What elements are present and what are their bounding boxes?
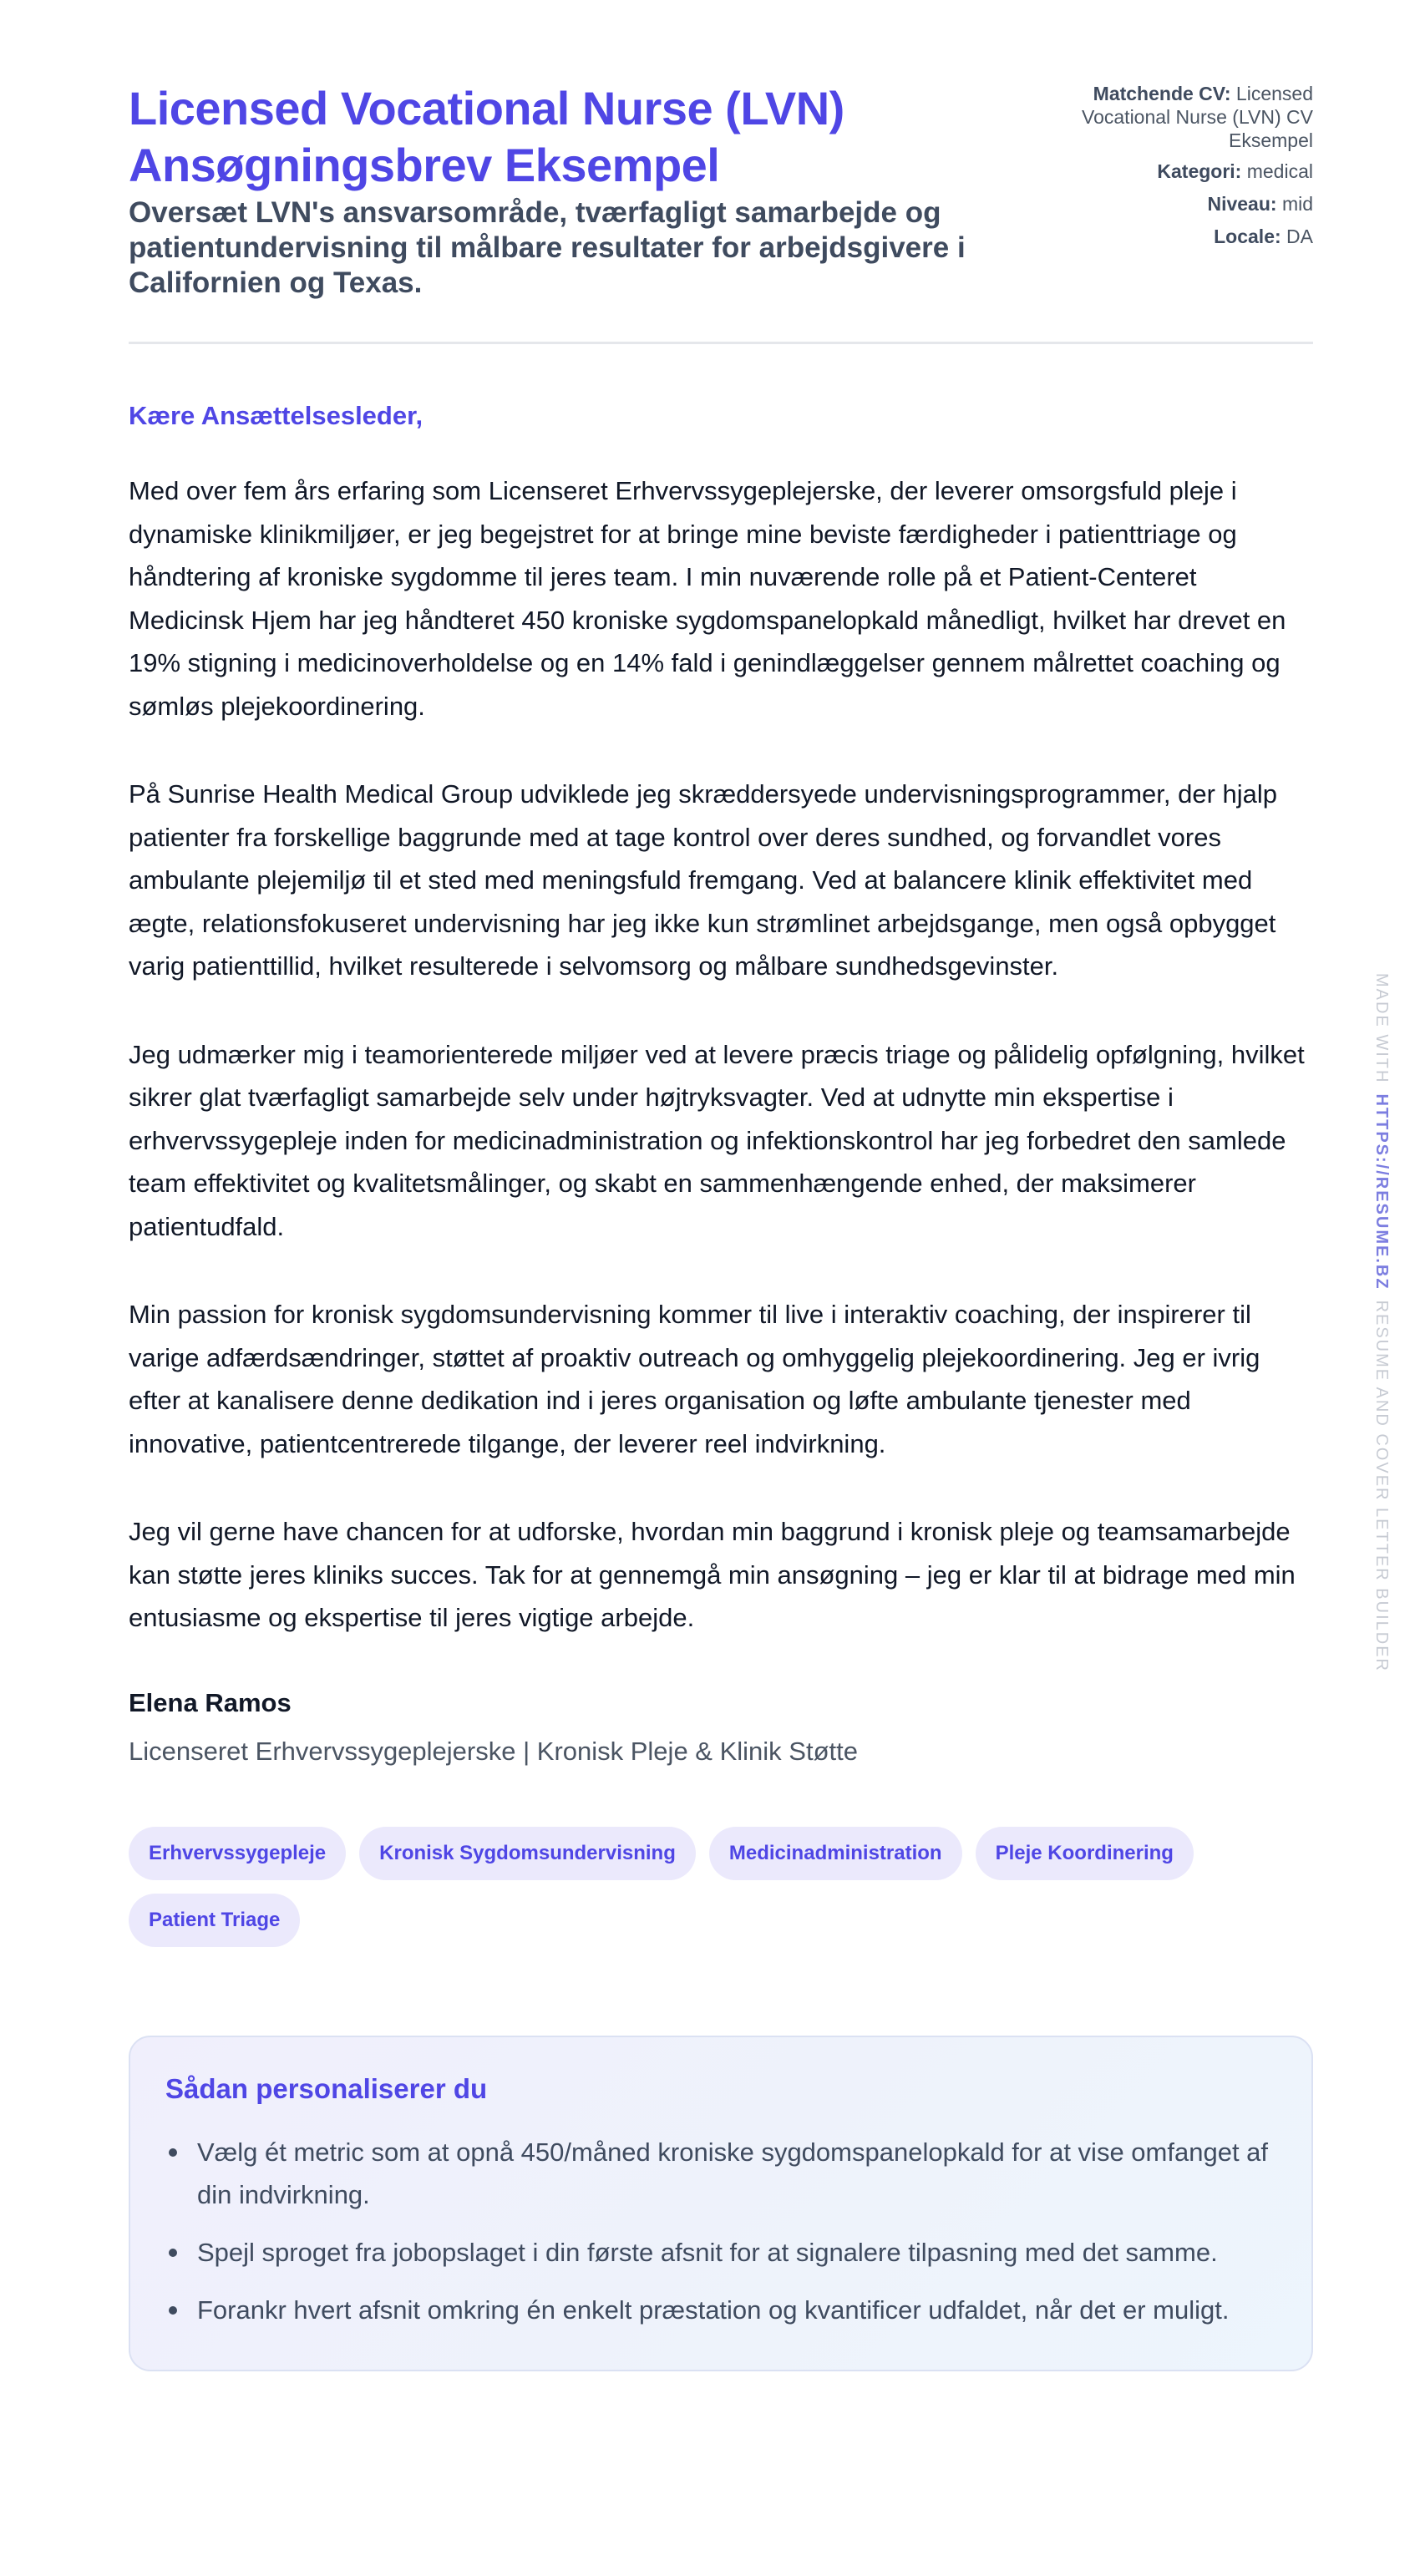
skill-tag[interactable]: Erhvervssygepleje	[129, 1827, 346, 1880]
meta-category-label: Kategori:	[1157, 160, 1242, 182]
page-title: Licensed Vocational Nurse (LVN) Ansøgningsbrev Eksempel	[129, 82, 844, 191]
meta-level-value: mid	[1281, 193, 1313, 215]
letter-paragraph: Jeg vil gerne have chancen for at udforske, hvordan min baggrund i kronisk pleje og teamsamarbejde kan støtte jeres kliniks succes. Tak for at gennemgå min ansøgning – jeg er klar til at bidrage med min entusiasme og ekspertise til jeres vigtige arbejde.	[129, 1517, 1296, 1632]
skill-tag[interactable]: Medicinadministration	[709, 1827, 962, 1880]
tip-text: Spejl sproget fra jobopslaget i din første afsnit for at signalere tilpasning med det samme.	[197, 2237, 1218, 2267]
bullet-icon	[169, 2148, 177, 2157]
bullet-icon	[169, 2249, 177, 2257]
tip-text: Vælg ét metric som at opnå 450/måned kroniske sygdomspanelopkald for at vise omfanget af din indvirkning.	[197, 2137, 1269, 2209]
meta-category	[1012, 160, 1313, 183]
tips-list	[165, 2131, 1276, 2331]
tip-item	[165, 2131, 1276, 2216]
skill-tag[interactable]: Patient Triage	[129, 1894, 300, 1947]
tip-text: Forankr hvert afsnit omkring én enkelt præstation og kvantificer udfaldet, når det er muligt.	[197, 2295, 1230, 2325]
watermark-brand-link[interactable]: HTTPS://RESUME.BZ	[1372, 1093, 1391, 1291]
watermark-suffix: RESUME AND COVER LETTER BUILDER	[1372, 1300, 1391, 1672]
letter-paragraph: På Sunrise Health Medical Group udviklede jeg skræddersyede undervisningsprogrammer, der hjalp patienter fra forskellige baggrunde med at tage kontrol over deres sundhed, og forvandlet vores ambulante plejemiljø til et sted med meningsfuld fremgang. Ved at balancere klinik effektivitet med ægte, relationsfokuseret undervisning har jeg ikke kun strømlinet arbejdsgange, men også opbygget varig patienttillid, hvilket resulterede i selvomsorg og målbare sundhedsgevinster.	[129, 779, 1278, 981]
meta-matching-cv	[1012, 82, 1313, 152]
meta-locale-label: Locale:	[1214, 226, 1281, 247]
tip-item	[165, 2289, 1276, 2331]
signature-name: Elena Ramos	[129, 1687, 292, 1717]
cover-letter-page	[129, 0, 1313, 2371]
watermark-text	[1370, 973, 1393, 1672]
bullet-icon	[169, 2306, 177, 2315]
page-header	[129, 0, 1313, 344]
watermark-prefix: MADE WITH	[1372, 973, 1391, 1084]
meta-category-value: medical	[1246, 160, 1313, 182]
letter-salutation: Kære Ansættelsesleder,	[129, 401, 423, 430]
meta-locale	[1012, 225, 1313, 248]
letter-paragraph: Med over fem års erfaring som Licenseret Erhvervssygeplejerske, der leverer omsorgsfuld pleje i dynamiske klinikmiljøer, er jeg begejstret for at bringe mine beviste færdigheder i patienttriage og håndtering af kroniske sygdomme til jeres team. I min nuværende rolle på et Patient-Centeret Medicinsk Hjem har jeg håndteret 450 kroniske sygdomspanelopkald månedligt, hvilket har drevet en 19% stigning i medicinoverholdelse og en 14% fald i genindlæggelser gennem målrettet coaching og sømløs plejekoordinering.	[129, 476, 1286, 721]
letter-paragraph: Min passion for kronisk sygdomsundervisning kommer til live i interaktiv coaching, der inspirerer til varige adfærdsændringer, støttet af proaktiv outreach og omhyggelig plejekoordinering. Jeg er ivrig efter at kanalisere denne dedikation ind i jeres organisation og løfte ambulante tjenester med innovative, patientcentrerede tilgange, der leverer reel indvirkning.	[129, 1300, 1260, 1458]
meta-locale-value: DA	[1286, 226, 1313, 247]
meta-panel	[1012, 82, 1313, 257]
tip-item	[165, 2231, 1276, 2274]
signature-title: Licenseret Erhvervssygeplejerske | Kronisk Pleje & Klinik Støtte	[129, 1736, 858, 1766]
meta-level-label: Niveau:	[1207, 193, 1277, 215]
skill-tag[interactable]: Kronisk Sygdomsundervisning	[359, 1827, 696, 1880]
letter-paragraph: Jeg udmærker mig i teamorienterede miljøer ved at levere præcis triage og pålidelig opfølgning, hvilket sikrer glat tværfagligt samarbejde selv under højtryksvagter. Ved at udnytte min ekspertise i erhvervssygepleje inden for medicinadministration og infektionskontrol har jeg forbedret den samlede team effektivitet og kvalitetsmålinger, og skabt en sammenhængende enhed, der maksimerer patientudfald.	[129, 1039, 1305, 1241]
skill-tags	[129, 1827, 1313, 1947]
letter-body	[129, 469, 1313, 1640]
meta-matching-cv-value[interactable]: Licensed Vocational Nurse (LVN) CV Eksempel	[1082, 83, 1313, 151]
meta-matching-cv-label: Matchende CV:	[1093, 83, 1231, 104]
skill-tag[interactable]: Pleje Koordinering	[976, 1827, 1194, 1880]
meta-level	[1012, 192, 1313, 216]
tips-title: Sådan personaliserer du	[165, 2072, 488, 2104]
signature-block	[129, 1686, 1313, 1768]
page-subtitle: Oversæt LVN's ansvarsområde, tværfagligt samarbejde og patientundervisning til målbare resultater for arbejdsgivere i Californien og Texas.	[129, 196, 966, 299]
personalization-tips-card	[129, 2036, 1313, 2371]
